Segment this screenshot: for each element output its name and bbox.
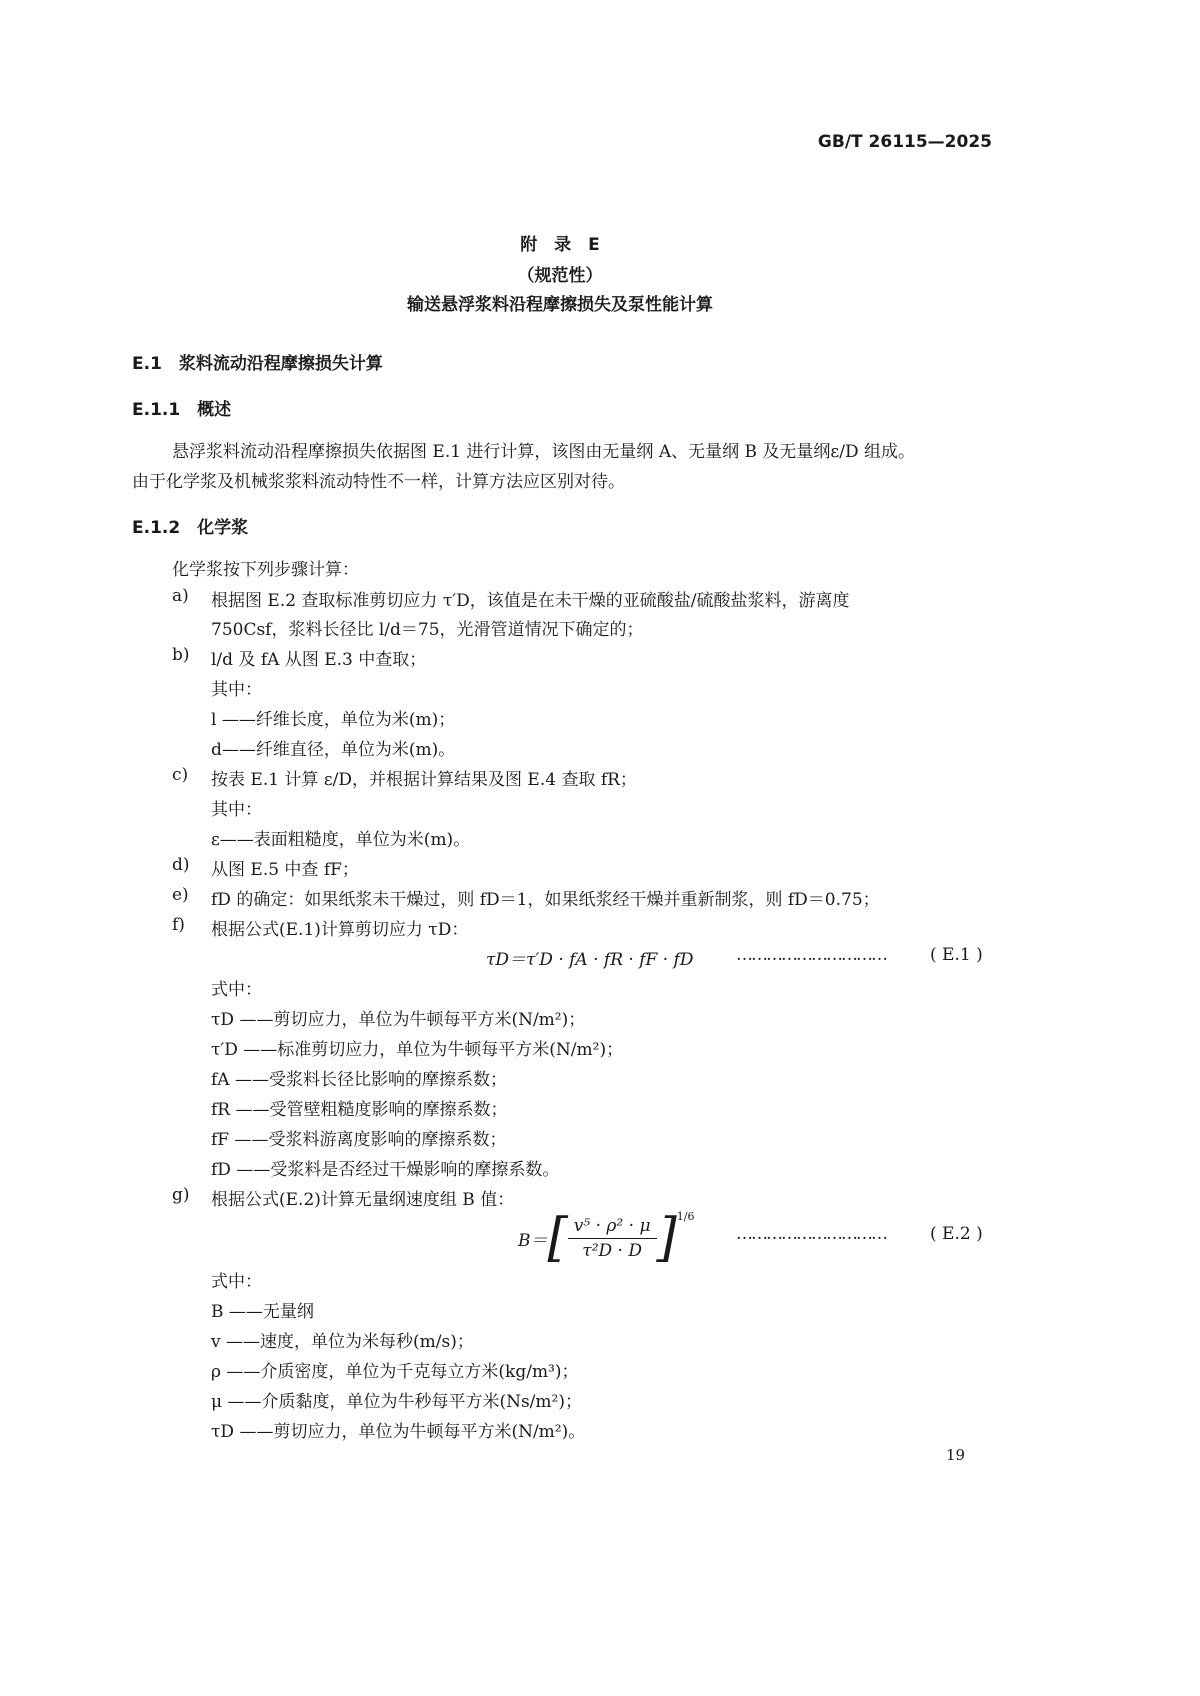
step-b-text: l/d 及 fA 从图 E.3 中查取； <box>211 650 427 670</box>
step-e-marker: e) <box>172 885 189 905</box>
eq1-def-tau-d-std: τ′D ——标准剪切应力，单位为牛顿每平方米(N/m²)； <box>211 1040 624 1060</box>
eq2-def-rho: ρ ——介质密度，单位为千克每立方米(kg/m³)； <box>211 1362 579 1382</box>
overview-line-1: 悬浮浆料流动沿程摩擦损失依据图 E.1 进行计算，该图由无量纲 A、无量纲 B 及无量纲ε/D 组成。 <box>172 442 915 462</box>
section-e12-heading: E.1.2 化学浆 <box>132 518 249 538</box>
step-d-marker: d) <box>172 855 190 875</box>
step-a-text-2: 750Csf，浆料长径比 l/d＝75，光滑管道情况下确定的； <box>211 620 644 640</box>
step-c-where: 其中： <box>211 800 262 820</box>
eq2-def-v: v ——速度，单位为米每秒(m/s)； <box>211 1332 474 1352</box>
eq1-def-fr: fR ——受管壁粗糙度影响的摩擦系数； <box>211 1100 508 1120</box>
eq2-where-title: 式中： <box>211 1272 262 1292</box>
overview-line-2: 由于化学浆及机械浆浆料流动特性不一样，计算方法应区别对待。 <box>132 472 625 492</box>
steps-intro: 化学浆按下列步骤计算： <box>172 560 359 580</box>
step-b-def-d: d——纤维直径，单位为米(m)。 <box>211 740 456 760</box>
page-number: 19 <box>946 1446 966 1464</box>
section-e1-heading: E.1 浆料流动沿程摩擦损失计算 <box>132 354 383 374</box>
step-b-marker: b) <box>172 645 190 665</box>
eq1-where-title: 式中： <box>211 980 262 1000</box>
equation-e2 <box>518 1210 695 1266</box>
eq1-def-fa: fA ——受浆料长径比影响的摩擦系数； <box>211 1070 507 1090</box>
eq2-def-mu: μ ——介质黏度，单位为牛秒每平方米(Ns/m²)； <box>211 1392 582 1412</box>
equation-e2-exponent: 1/6 <box>676 1210 695 1223</box>
step-b-where: 其中： <box>211 680 262 700</box>
equation-e1-dots: ………………………… <box>736 945 886 965</box>
step-f-marker: f) <box>172 915 185 935</box>
equation-e2-dots: ………………………… <box>736 1224 886 1244</box>
step-b-def-l: l ——纤维长度，单位为米(m)； <box>211 710 456 730</box>
step-e-text: fD 的确定：如果纸浆未干燥过，则 fD＝1，如果纸浆经干燥并重新制浆，则 fD＝0.75； <box>211 890 880 910</box>
eq1-def-tau-d: τD ——剪切应力，单位为牛顿每平方米(N/m²)； <box>211 1010 586 1030</box>
appendix-nature: （规范性） <box>517 266 603 286</box>
eq1-def-ff: fF ——受浆料游离度影响的摩擦系数； <box>211 1130 507 1150</box>
eq2-def-tau-d: τD ——剪切应力，单位为牛顿每平方米(N/m²)。 <box>211 1422 586 1442</box>
eq1-def-fd: fD ——受浆料是否经过干燥影响的摩擦系数。 <box>211 1160 560 1180</box>
equation-e2-denominator: τ²D · D <box>582 1240 642 1261</box>
equation-e1: τD＝τ′D · fA · fR · fF · fD <box>486 950 694 970</box>
step-c-marker: c) <box>172 765 189 785</box>
step-a-marker: a) <box>172 586 189 606</box>
equation-e2-label: ( E.2 ) <box>930 1224 983 1244</box>
step-a-text-1: 根据图 E.2 查取标准剪切应力 τ′D，该值是在未干燥的亚硫酸盐/硫酸盐浆料，游离度 <box>211 591 850 611</box>
step-c-text: 按表 E.1 计算 ε/D，并根据计算结果及图 E.4 查取 fR； <box>211 770 637 790</box>
doc-number: GB/T 26115—2025 <box>817 132 992 152</box>
equation-e2-fraction <box>568 1216 657 1261</box>
appendix-name: 输送悬浮浆料沿程摩擦损失及泵性能计算 <box>407 295 713 315</box>
step-d-text: 从图 E.5 中查 fF； <box>211 860 359 880</box>
step-c-def-e: ε——表面粗糙度，单位为米(m)。 <box>211 830 471 850</box>
step-g-marker: g) <box>172 1185 190 1205</box>
appendix-title: 附 录 E <box>520 235 600 255</box>
eq2-def-b: B ——无量纲 <box>211 1302 314 1322</box>
equation-e2-numerator: v⁵ · ρ² · μ <box>568 1216 657 1239</box>
left-bracket-icon: [ <box>547 1208 568 1268</box>
section-e11-heading: E.1.1 概述 <box>132 400 232 420</box>
equation-e2-lhs: B＝ <box>518 1230 548 1251</box>
step-g-text: 根据公式(E.2)计算无量纲速度组 B 值： <box>211 1190 515 1210</box>
step-f-text: 根据公式(E.1)计算剪切应力 τD： <box>211 920 469 940</box>
equation-e1-label: ( E.1 ) <box>930 945 983 965</box>
right-bracket-icon: ] <box>656 1208 677 1268</box>
